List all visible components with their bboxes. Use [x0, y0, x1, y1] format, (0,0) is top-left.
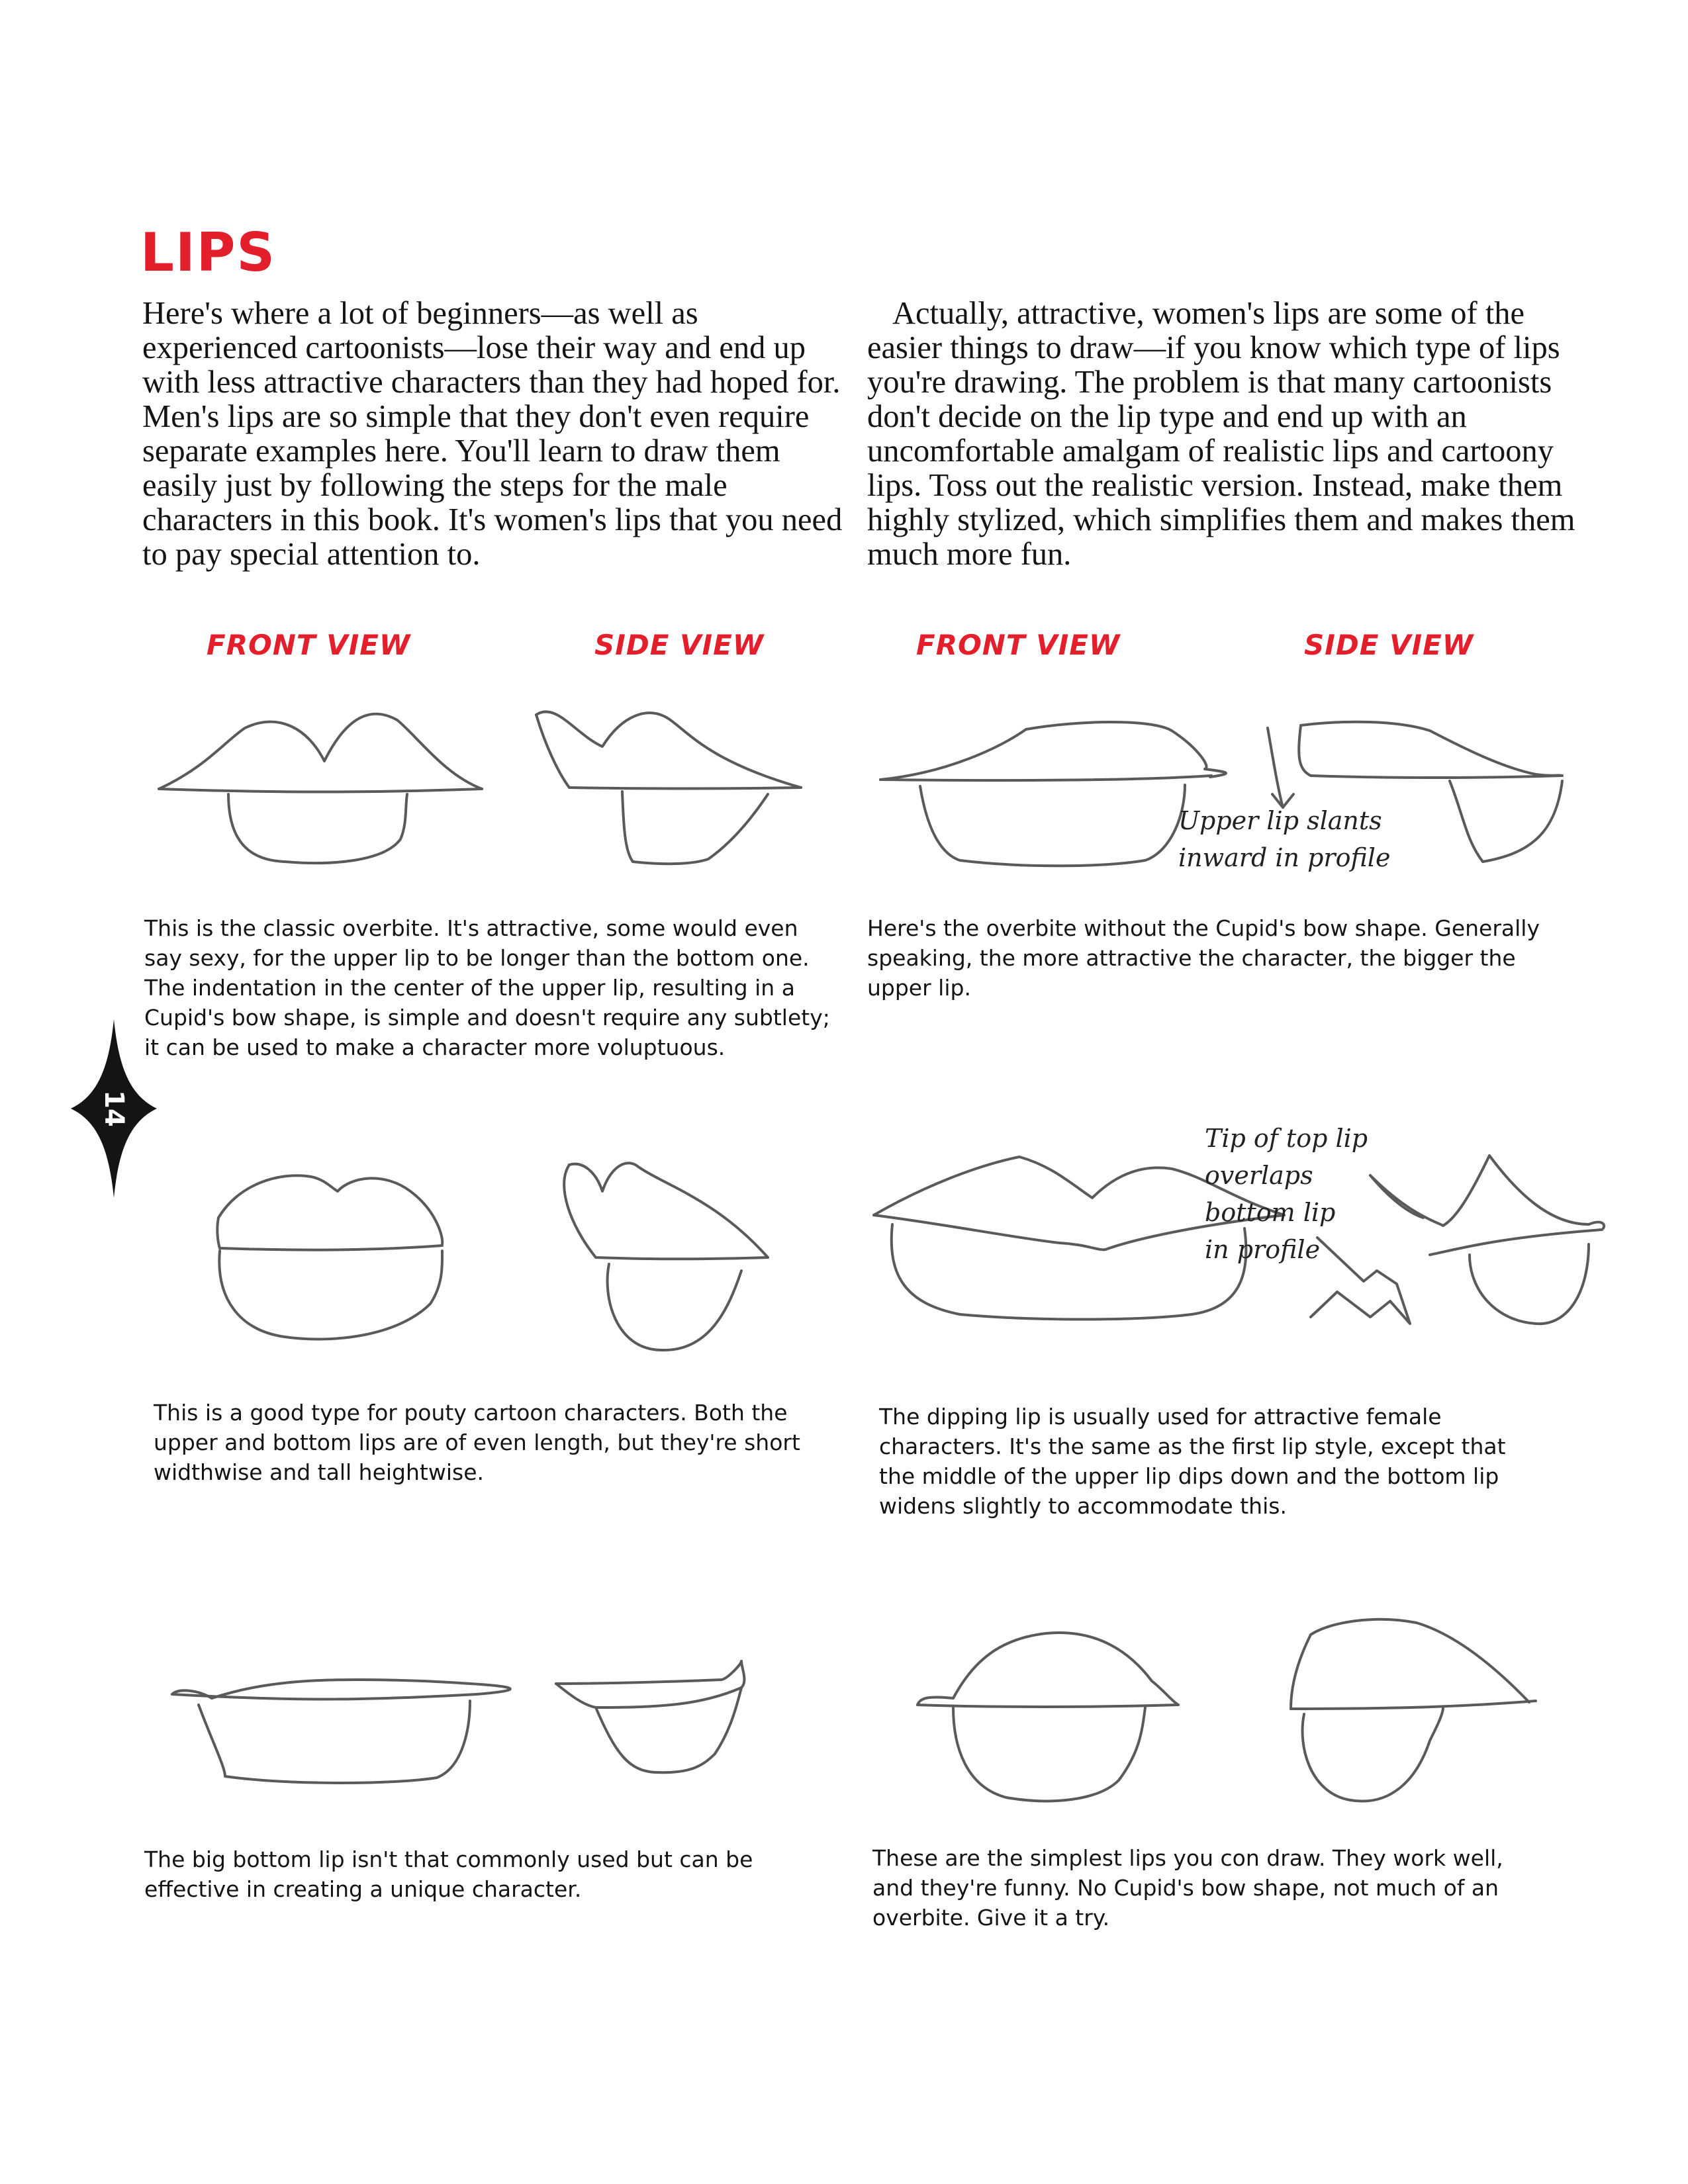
no-bow-front-lips	[880, 722, 1226, 866]
big-bottom-lip-sketch	[159, 1655, 814, 1827]
no-bow-caption: Here's the overbite without the Cupid's bow shape. Generally speaking, the more attractive the character, the bigger the upper lip.	[867, 915, 1540, 1001]
pouty-caption: This is a good type for pouty cartoon characters. Both the upper and bottom lips are of even length, but they're short widthwise and tall heightwise.	[154, 1400, 800, 1485]
simplest-lips-caption: These are the simplest lips you con draw. They work well, and they're funny. No Cupid's bow shape, not much of an overbite. Give it a try.	[872, 1845, 1503, 1931]
simplest-sketch	[914, 1608, 1549, 1827]
tip-overlap-note-line2: overlaps	[1205, 1161, 1313, 1190]
pouty-front-lips	[217, 1175, 442, 1339]
upper-lip-slant-note-line1: Upper lip slants	[1178, 806, 1382, 835]
dipping-side-lips	[1311, 1156, 1604, 1324]
simplest-side-lips	[1291, 1619, 1536, 1801]
classic-front-lips	[159, 714, 482, 863]
tip-overlap-note-line1: Tip of top lip	[1205, 1124, 1368, 1153]
classic-overbite-caption: This is the classic overbite. It's attractive, some would even say sexy, for the upper lip to be longer than the bottom one. The indentation in the center of the upper lip, resulting in a Cupid's bow shape, is simple and doesn't require any subtlety; it can be used to make a character more voluptuous.	[144, 915, 830, 1060]
tip-overlap-note-line3: bottom lip	[1205, 1198, 1336, 1227]
intro-left: Here's where a lot of beginners—as well as experienced cartoonists—lose their way and end up with less attractive characters than they had hoped for. Men's lips are so simple that they don't even require separate examples here. You'll learn to draw them easily just by following the steps for the male characters in this book. It's women's lips that you need to pay special attention to.	[142, 296, 843, 572]
page-number: 14	[99, 1090, 129, 1127]
pouty-sketch	[199, 1145, 794, 1370]
tip-overlap-note-line4: in profile	[1205, 1235, 1321, 1264]
side-view-label-right: SIDE VIEW	[1304, 629, 1474, 661]
big-bottom-lip-caption: The big bottom lip isn't that commonly used but can be effective in creating a unique character.	[144, 1846, 753, 1902]
simplest-front-lips	[917, 1633, 1178, 1801]
big-bottom-side-lips	[556, 1661, 744, 1772]
upper-lip-slant-note-line2: inward in profile	[1178, 843, 1391, 872]
front-view-label-right: FRONT VIEW	[916, 629, 1121, 661]
side-view-label-left: SIDE VIEW	[594, 629, 765, 661]
intro-right: Actually, attractive, women's lips are some of the easier things to draw—if you know which type of lips you're drawing. The problem is that many cartoonists don't decide on the lip type and end up with an uncomfortable amalgam of realistic lips and cartoony lips. Toss out the realistic version. Instead, make them highly stylized, which simplifies them and makes them much more fun.	[867, 296, 1575, 572]
page-title: LIPS	[140, 222, 276, 283]
dipping-caption: The dipping lip is usually used for attractive female characters. It's the same as the first lip style, except that the middle of the upper lip dips down and the bottom lip widens slightly to accommodate this.	[879, 1404, 1506, 1519]
big-bottom-front-lips	[172, 1680, 510, 1783]
classic-overbite-sketch	[146, 688, 808, 887]
front-view-label-left: FRONT VIEW	[207, 629, 411, 661]
classic-side-lips	[536, 711, 801, 864]
pouty-side-lips	[564, 1163, 768, 1350]
